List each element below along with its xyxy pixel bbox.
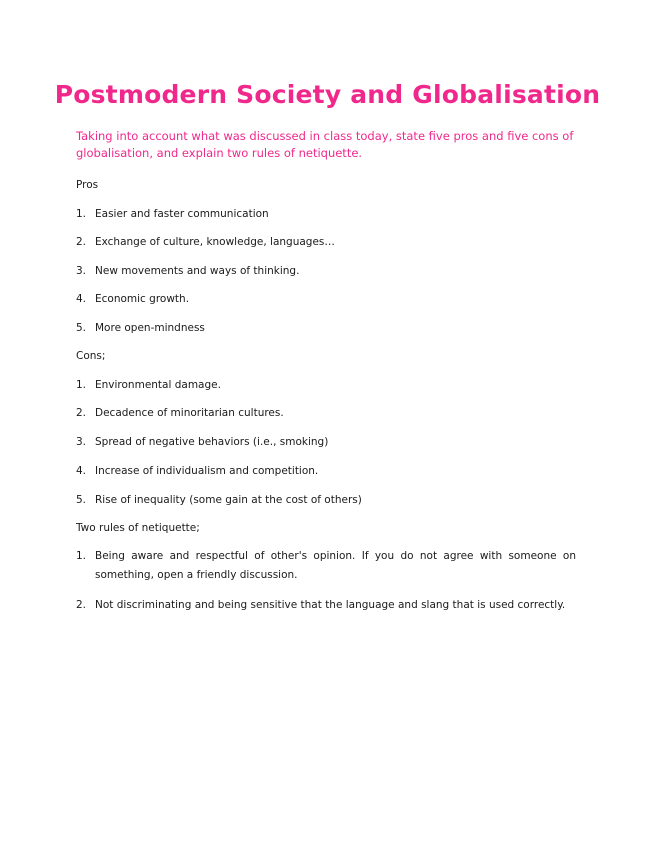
list-number: 5. — [76, 322, 87, 334]
pros-heading: Pros — [76, 179, 99, 191]
list-item-text: Exchange of culture, knowledge, languages… — [95, 236, 335, 248]
list-number: 3. — [76, 436, 87, 448]
pros-list-item — [76, 264, 299, 278]
list-item-text: Decadence of minoritarian cultures. — [95, 407, 284, 419]
list-number: 2. — [76, 599, 87, 611]
list-item-text: Being aware and respectful of other's opinion. If you do not agree with someone on something, open a friendly discussion. — [95, 550, 576, 581]
cons-heading: Cons; — [76, 350, 106, 362]
cons-list-item — [76, 493, 362, 507]
list-item-text: Not discriminating and being sensitive that the language and slang that is used correctly. — [95, 599, 566, 611]
list-number: 4. — [76, 293, 87, 305]
list-number: 1. — [76, 208, 87, 220]
pros-list-item — [76, 207, 269, 221]
list-number: 3. — [76, 265, 87, 277]
list-number: 5. — [76, 494, 87, 506]
list-item-text: Spread of negative behaviors (i.e., smoking) — [95, 436, 329, 448]
netiquette-list-item — [76, 547, 576, 585]
list-item-text: More open-mindness — [95, 322, 205, 334]
list-item-text: Easier and faster communication — [95, 208, 269, 220]
list-item-text: New movements and ways of thinking. — [95, 265, 300, 277]
pros-list-item — [76, 292, 189, 306]
pros-list-item — [76, 321, 205, 335]
list-item-text: Environmental damage. — [95, 379, 221, 391]
list-number: 4. — [76, 465, 87, 477]
page-title: Postmodern Society and Globalisation — [54, 80, 601, 109]
netiquette-list-item — [76, 598, 565, 612]
pros-list-item — [76, 235, 335, 249]
assignment-prompt: Taking into account what was discussed in class today, state five pros and five cons of globalisation, and explain two rules of netiquette. — [76, 129, 574, 160]
cons-list-item — [76, 378, 221, 392]
list-item-text: Economic growth. — [95, 293, 190, 305]
list-number: 1. — [76, 550, 87, 562]
cons-list-item — [76, 435, 328, 449]
cons-list-item — [76, 464, 318, 478]
list-item-text: Rise of inequality (some gain at the cost of others) — [95, 494, 362, 506]
list-number: 2. — [76, 407, 87, 419]
list-number: 2. — [76, 236, 87, 248]
list-item-text: Increase of individualism and competition. — [95, 465, 319, 477]
cons-list-item — [76, 406, 284, 420]
list-number: 1. — [76, 379, 87, 391]
netiquette-heading: Two rules of netiquette; — [76, 522, 200, 534]
